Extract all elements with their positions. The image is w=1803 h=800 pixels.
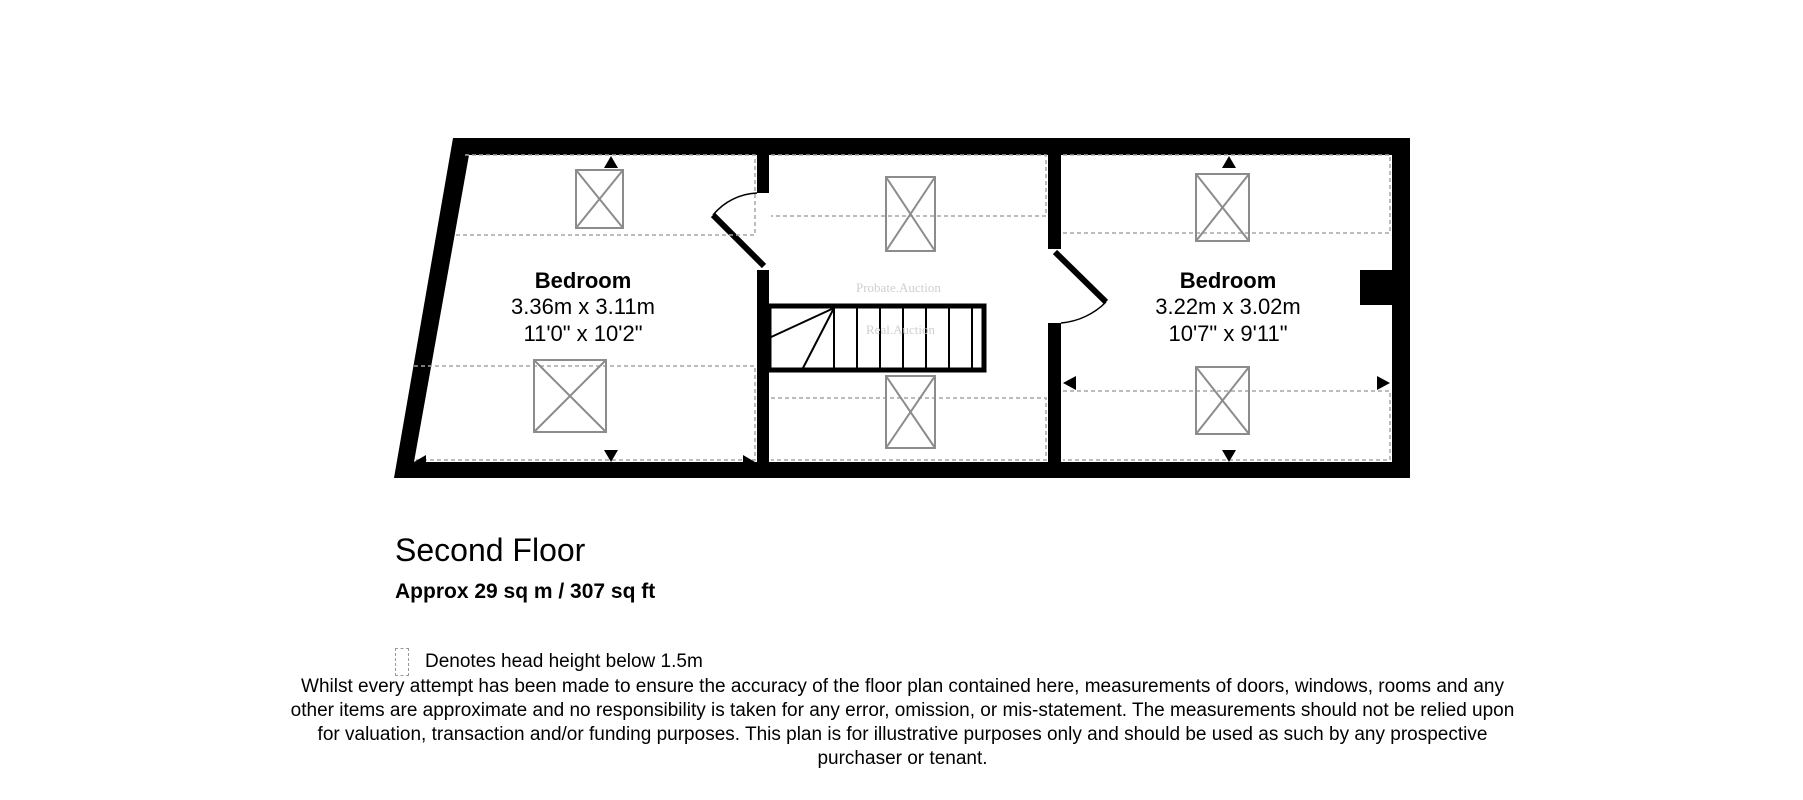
staircase [769, 306, 984, 370]
partition-wall-right-bottom [1048, 323, 1061, 463]
room-dimensions-metric: 3.22m x 3.02m [1155, 294, 1301, 320]
legend-dashed-box-icon [395, 648, 409, 676]
room-dimensions-imperial: 10'7" x 9'11" [1168, 320, 1288, 346]
legend [395, 650, 703, 674]
partition-wall-right-top [1048, 155, 1061, 249]
room-label-bedroom-left [483, 268, 683, 347]
room-dimensions-imperial: 11'0" x 10'2" [523, 320, 643, 346]
floor-title: Second Floor [395, 532, 586, 568]
partition-wall-left-top [757, 155, 769, 193]
chimney-breast [1360, 270, 1393, 305]
room-name: Bedroom [1179, 268, 1277, 293]
door-right [1055, 252, 1106, 323]
watermark-probate: Probate.Auction [856, 280, 941, 295]
room-dimensions-metric: 3.36m x 3.11m [511, 294, 655, 320]
disclaimer: Whilst every attempt has been made to ensure the accuracy of the floor plan contained here, measurements of doors, windows, rooms and any other items are approximate and no responsibility is taken for any error, omission, or mis-statement. The measurements should not be relied upon for valuation, transaction and/or funding purposes. This plan is for illustrative purposes only and should be used as such by any prospective purchaser or tenant. [290, 676, 1515, 769]
room-label-bedroom-right [1128, 268, 1328, 347]
floor-area: Approx 29 sq m / 307 sq ft [395, 580, 656, 603]
room-name: Bedroom [534, 268, 632, 293]
watermark-real: Real.Auction [866, 322, 935, 337]
legend-text: Denotes head height below 1.5m [425, 651, 703, 672]
door-left [713, 193, 764, 266]
